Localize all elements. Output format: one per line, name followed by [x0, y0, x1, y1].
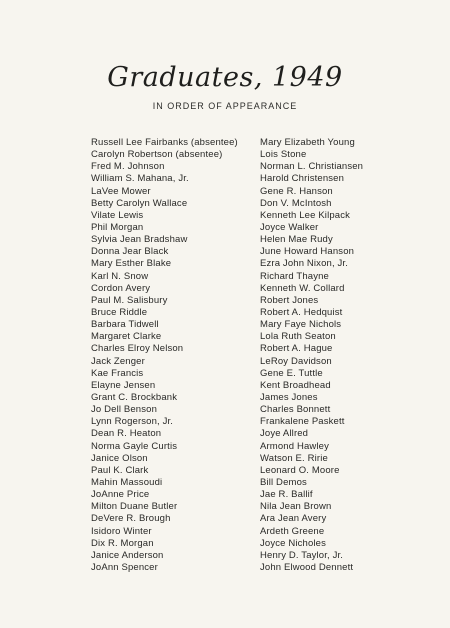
graduate-name: Gene E. Tuttle: [260, 367, 323, 379]
graduate-name: Margaret Clarke: [91, 331, 162, 343]
graduate-name: Dix R. Morgan: [91, 537, 154, 549]
graduate-name: Kenneth Lee Kilpack: [260, 209, 350, 221]
graduate-name: Phil Morgan: [91, 221, 144, 233]
graduate-name: Bruce Riddle: [91, 306, 148, 318]
graduate-name: Watson E. Ririe: [260, 452, 328, 464]
graduate-name: Mahin Massoudi: [91, 476, 163, 488]
graduate-name: Paul K. Clark: [91, 464, 149, 476]
graduate-name: Carolyn Robertson (absentee): [91, 149, 223, 161]
graduate-name: JoAnn Spencer: [91, 561, 158, 573]
graduate-name: Jo Dell Benson: [91, 404, 157, 416]
graduate-name: Lois Stone: [260, 149, 307, 161]
graduate-name: JoAnne Price: [91, 489, 150, 501]
graduate-name: Lynn Rogerson, Jr.: [91, 416, 174, 428]
graduate-name: Janice Olson: [91, 452, 148, 464]
graduate-name: Robert A. Hague: [260, 343, 333, 355]
page-subtitle: IN ORDER OF APPEARANCE: [152, 101, 298, 111]
graduate-name: Helen Mae Rudy: [260, 234, 333, 246]
graduate-name: Sylvia Jean Bradshaw: [91, 234, 188, 246]
graduate-name: Don V. McIntosh: [260, 197, 332, 209]
graduate-name: Norman L. Christiansen: [260, 161, 364, 173]
graduate-name: Mary Elizabeth Young: [260, 137, 355, 148]
graduate-name: LeRoy Davidson: [260, 355, 332, 367]
graduate-name: Harold Christensen: [260, 173, 345, 185]
graduates-list-right: [260, 137, 425, 574]
graduate-name: Lola Ruth Seaton: [260, 331, 336, 343]
graduate-name: Kenneth W. Collard: [260, 282, 345, 294]
graduate-name: June Howard Hanson: [260, 246, 355, 258]
graduate-name: Robert Jones: [260, 294, 319, 306]
graduate-name: Gene R. Hanson: [260, 185, 333, 197]
graduate-name: Jack Zenger: [91, 355, 145, 367]
graduate-name: Ara Jean Avery: [260, 513, 327, 525]
graduate-name: Robert A. Hedquist: [260, 306, 343, 318]
graduate-name: Mary Faye Nichols: [260, 319, 342, 331]
graduate-name: Donna Jear Black: [91, 246, 169, 258]
graduate-name: Henry D. Taylor, Jr.: [260, 549, 344, 561]
graduate-name: Kae Francis: [91, 367, 144, 379]
graduate-name: Kent Broadhead: [260, 379, 331, 391]
graduate-name: Ardeth Greene: [260, 525, 325, 537]
graduate-name: DeVere R. Brough: [91, 513, 171, 525]
graduate-name: Karl N. Snow: [91, 270, 149, 282]
graduate-name: Bill Demos: [260, 476, 307, 488]
graduate-name: Janice Anderson: [91, 549, 164, 561]
graduate-name: Grant C. Brockbank: [91, 391, 178, 403]
graduate-name: Cordon Avery: [91, 282, 151, 294]
graduate-name: Milton Duane Butler: [91, 501, 178, 513]
graduate-name: Isidoro Winter: [91, 525, 152, 537]
graduate-name: Armond Hawley: [260, 440, 330, 452]
graduate-name: Joyce Nicholes: [260, 537, 326, 549]
graduate-name: Joyce Walker: [260, 221, 319, 233]
graduate-name: Jae R. Ballif: [260, 489, 313, 501]
graduate-name: Norma Gayle Curtis: [91, 440, 178, 452]
graduate-name: John Elwood Dennett: [260, 561, 354, 573]
graduate-name: Joye Allred: [260, 428, 309, 440]
graduate-name: Betty Carolyn Wallace: [91, 197, 188, 209]
graduate-name: Nila Jean Brown: [260, 501, 332, 513]
graduate-name: Vilate Lewis: [91, 209, 144, 221]
graduate-name: Elayne Jensen: [91, 379, 156, 391]
graduate-name: Dean R. Heaton: [91, 428, 162, 440]
graduate-name: Ezra John Nixon, Jr.: [260, 258, 349, 270]
graduate-name: Leonard O. Moore: [260, 464, 340, 476]
graduates-list-left: [91, 137, 251, 574]
graduate-name: Fred M. Johnson: [91, 161, 165, 173]
graduate-name: Charles Bonnett: [260, 404, 331, 416]
graduate-name: Frankalene Paskett: [260, 416, 345, 428]
graduate-name: Richard Thayne: [260, 270, 329, 282]
graduate-name: Mary Esther Blake: [91, 258, 172, 270]
graduate-name: Barbara Tidwell: [91, 319, 159, 331]
graduate-name: Russell Lee Fairbanks (absentee): [91, 137, 238, 148]
graduate-name: James Jones: [260, 391, 318, 403]
graduate-name: LaVee Mower: [91, 185, 151, 197]
page-title: Graduates, 1949: [107, 62, 343, 93]
graduate-name: Paul M. Salisbury: [91, 294, 168, 306]
graduate-name: William S. Mahana, Jr.: [91, 173, 189, 185]
graduate-name: Charles Elroy Nelson: [91, 343, 184, 355]
